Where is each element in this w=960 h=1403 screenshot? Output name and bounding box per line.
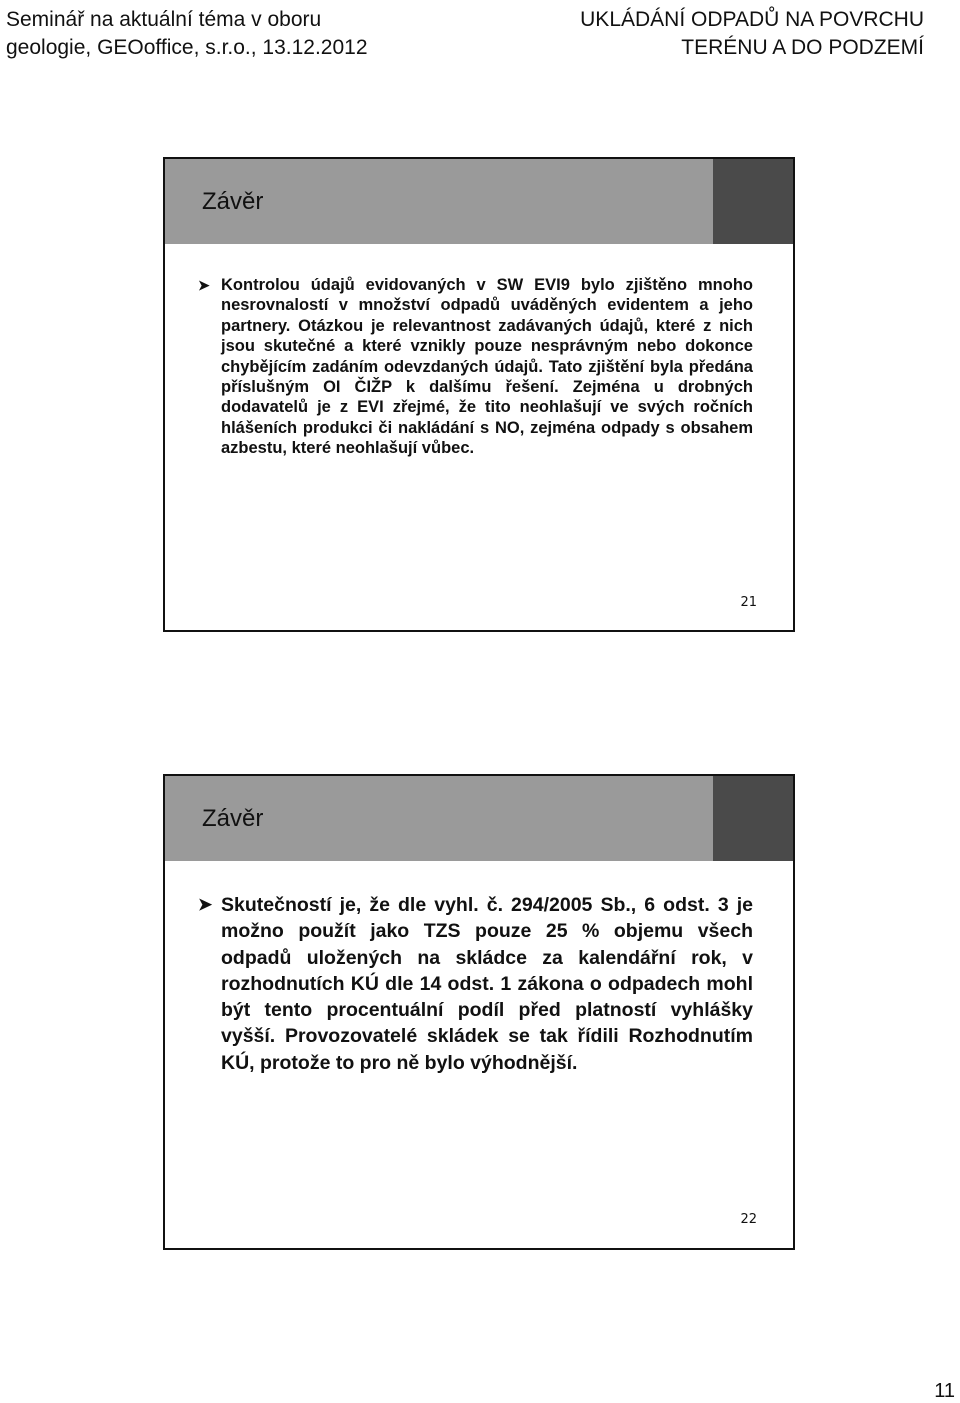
arrow-bullet-icon: ➤: [198, 895, 213, 914]
slide-number: 22: [740, 1212, 757, 1227]
slide-number: 21: [740, 595, 757, 610]
bullet-text: Kontrolou údajů evidovaných v SW EVI9 bylo zjištěno mnoho nesrovnalostí v množství odpadů uváděných evidentem a jeho partnery. Otázkou je relevantnost zadávaných údajů, které z nich jsou skutečné a které vznikly pouze nesprávným nebo dokonce chybějícím zadáním odevzdaných údajů. Tato zjištění byla předána příslušným OI ČIŽP k dalšímu řešení. Zejména u drobných dodavatelů je z EVI zřejmé, že tito neohlašují ve svých ročních hlášeních produkci či nakládání s NO, zejména odpady s obsahem azbestu, které neohlašují vůbec.: [221, 276, 753, 458]
arrow-bullet-icon: ➤: [198, 277, 210, 293]
slide-title: Závěr: [202, 188, 264, 215]
header-seminar-line: Seminář na aktuální téma v oboru: [6, 8, 322, 31]
slide-title-band-accent: [713, 159, 793, 244]
header-left: [6, 6, 368, 62]
page-number: 11: [934, 1380, 955, 1402]
slide-22: [163, 774, 795, 1250]
header-topic-line-1: UKLÁDÁNÍ ODPADŮ NA POVRCHU: [580, 8, 924, 31]
header-organizer-line: geologie, GEOoffice, s.r.o., 13.12.2012: [6, 36, 368, 59]
slide-bullet: [198, 275, 753, 459]
slide-bullet: [198, 892, 753, 1076]
slide-title-band-accent: [713, 776, 793, 861]
bullet-text: Skutečností je, že dle vyhl. č. 294/2005 Sb., 6 odst. 3 je možno použít jako TZS pouze 25 % objemu všech odpadů uložených na skládce za kalendářní rok, v rozhodnutích KÚ dle 14 odst. 1 zákona o odpadech mohl být tento procentuální podíl před platností vyhlášky vyšší. Provozovatelé skládek se tak řídili Rozhodnutím KÚ, protože to pro ně bylo výhodnější.: [221, 894, 753, 1074]
header-topic-line-2: TERÉNU A DO PODZEMÍ: [681, 36, 924, 59]
slide-21: [163, 157, 795, 632]
slide-title: Závěr: [202, 805, 264, 832]
header-right: [580, 6, 924, 62]
